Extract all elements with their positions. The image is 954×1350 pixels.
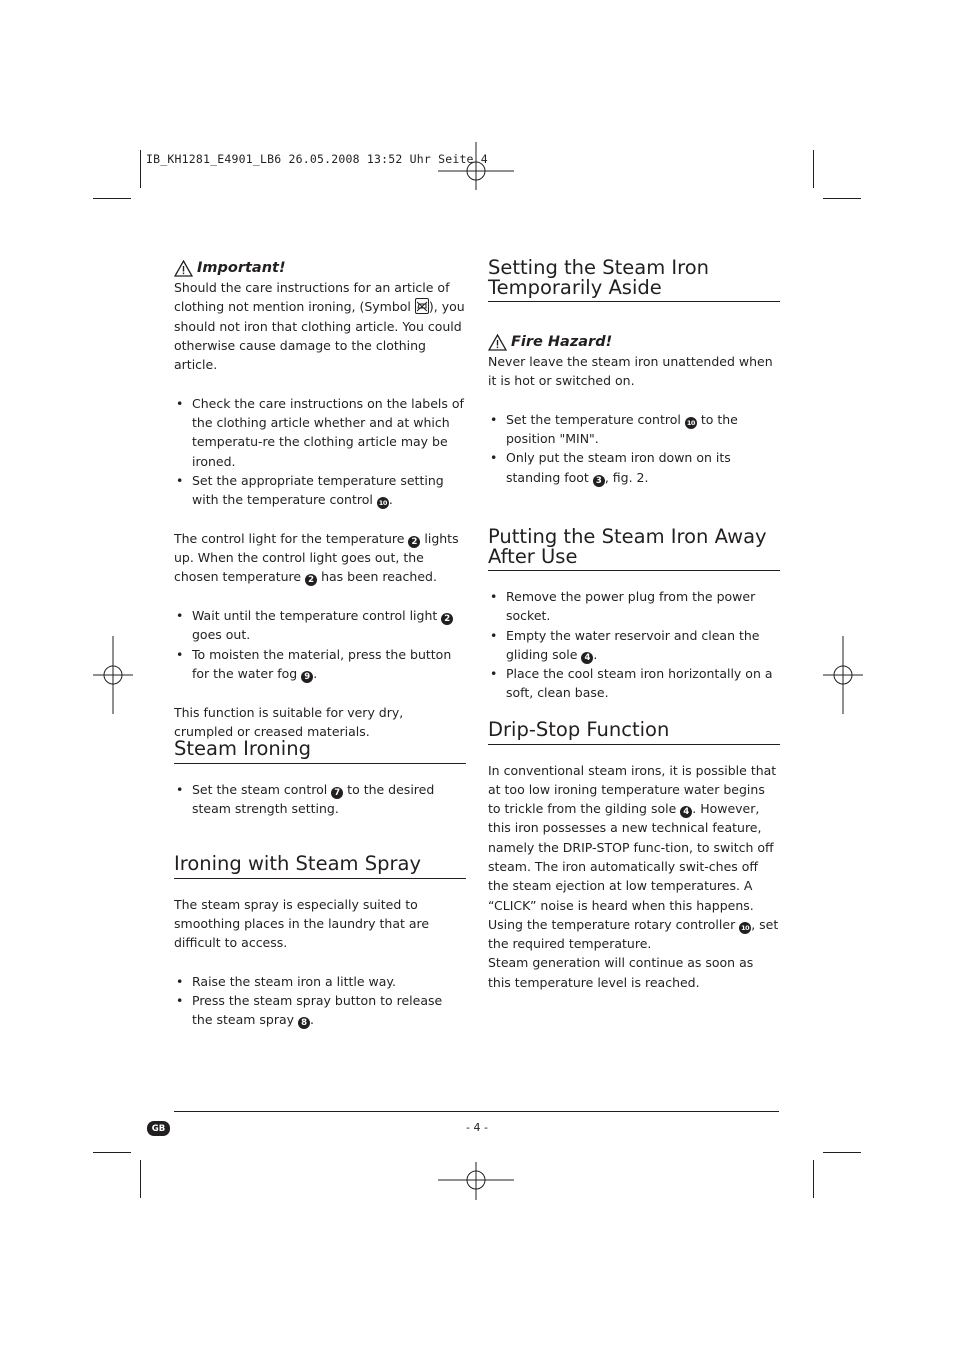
steam-bullet-list: [174, 780, 466, 819]
left-column: [174, 258, 466, 741]
warning-triangle-icon: [488, 334, 507, 351]
warning-triangle-icon: [174, 260, 193, 277]
important-paragraph: Should the care instructions for an article of clothing not mention ironing, (Symbol ), you should not iron that clothing article. You could otherwise cause damage to the clothing article.: [174, 280, 465, 373]
list-item: • Check the care instructions on the labels of the clothing article whether and at which temperatu-re the clothing article may be ironed.: [174, 394, 466, 471]
list-item: • Set the steam control 7 to the desired steam strength setting.: [174, 780, 466, 819]
print-slug: IB_KH1281_E4901_LB6 26.05.2008 13:52 Uhr Seite 4: [146, 152, 488, 166]
list-item: • Set the appropriate temperature setting with the temperature control 10 .: [174, 471, 466, 510]
drip-paragraph-3: Steam generation will continue as soon as this temperature level is reached.: [488, 955, 754, 990]
steam-ironing-section: [174, 739, 466, 818]
list-item: • Only put the steam iron down on its standing foot 3 , fig. 2.: [488, 448, 780, 487]
fire-title-text: Fire Hazard!: [511, 334, 613, 350]
away-bullet-list: [488, 587, 780, 703]
drip-paragraph-1: In conventional steam irons, it is possible that at too low ironing temperature water begins to trickle from the gilding sole 4 . However, this iron possesses a new technical feature, namely the DRIP-STOP func-tion, to switch off steam. The iron automatically swit-ches off the steam ejection at low temperatures. A “CLICK” noise is heard when this happens.: [488, 762, 777, 913]
language-badge: GB: [147, 1121, 170, 1136]
number-badge-icon: 10: [741, 923, 750, 932]
number-badge-icon: 10: [686, 418, 695, 427]
registration-mark-icon: [93, 636, 133, 714]
list-item: • Set the temperature control 10 to the position "MIN".: [488, 410, 780, 449]
list-item: • To moisten the material, press the button for the water fog 9 .: [174, 645, 466, 684]
list-item: • Empty the water reservoir and clean the gliding sole 4 .: [488, 626, 780, 665]
care-bullet-list: [174, 394, 466, 510]
spray-bullet-list: [174, 972, 466, 1030]
list-item: • Raise the steam iron a little way.: [174, 972, 466, 991]
set-aside-section: [488, 258, 780, 487]
section-heading: Ironing with Steam Spray: [174, 854, 466, 879]
section-heading: Setting the Steam Iron Temporarily Aside: [488, 258, 780, 302]
number-badge-icon: 7: [331, 787, 343, 799]
list-item: • Wait until the temperature control light 2 goes out.: [174, 606, 466, 645]
footer-rule: [174, 1111, 779, 1112]
section-heading: Steam Ironing: [174, 739, 466, 764]
number-badge-icon: 9: [301, 671, 313, 683]
list-item: • Place the cool steam iron horizontally on a soft, clean base.: [488, 664, 780, 703]
drip-paragraph-2: Using the temperature rotary controller 10 , set the required temperature.: [488, 916, 779, 952]
number-badge-icon: 3: [593, 475, 605, 487]
registration-mark-icon: [823, 636, 863, 714]
number-badge-icon: 2: [408, 536, 420, 548]
spray-paragraph: The steam spray is especially suited to smoothing places in the laundry that are difficult to access.: [174, 896, 430, 951]
number-badge-icon: 10: [378, 499, 387, 508]
steam-spray-section: [174, 854, 466, 1030]
number-badge-icon: 2: [305, 574, 317, 586]
important-warning-title: [174, 258, 466, 278]
list-item: • Press the steam spray button to release the steam spray 8 .: [174, 991, 466, 1030]
wait-bullet-list: [174, 606, 466, 683]
important-title-text: Important!: [197, 260, 286, 276]
control-light-paragraph: The control light for the temperature 2 lights up. When the control light goes out, the chosen temperature 2 has been reached.: [174, 530, 459, 586]
registration-mark-icon: [436, 1160, 516, 1202]
number-badge-icon: 4: [680, 806, 692, 818]
list-item: • Remove the power plug from the power socket.: [488, 587, 780, 626]
number-badge-icon: 2: [441, 613, 453, 625]
function-paragraph: This function is suitable for very dry, crumpled or creased materials.: [174, 704, 404, 739]
page-number: - 4 -: [466, 1121, 488, 1134]
drip-stop-section: [488, 720, 780, 992]
aside-bullet-list: [488, 410, 780, 487]
fire-paragraph: Never leave the steam iron unattended when it is hot or switched on.: [488, 354, 773, 389]
number-badge-icon: 8: [298, 1017, 310, 1029]
section-heading: Drip-Stop Function: [488, 720, 780, 745]
put-away-section: [488, 527, 780, 703]
section-heading: Putting the Steam Iron Away After Use: [488, 527, 780, 571]
no-ironing-symbol-icon: [415, 298, 429, 314]
number-badge-icon: 4: [581, 652, 593, 664]
fire-hazard-title: [488, 332, 780, 352]
